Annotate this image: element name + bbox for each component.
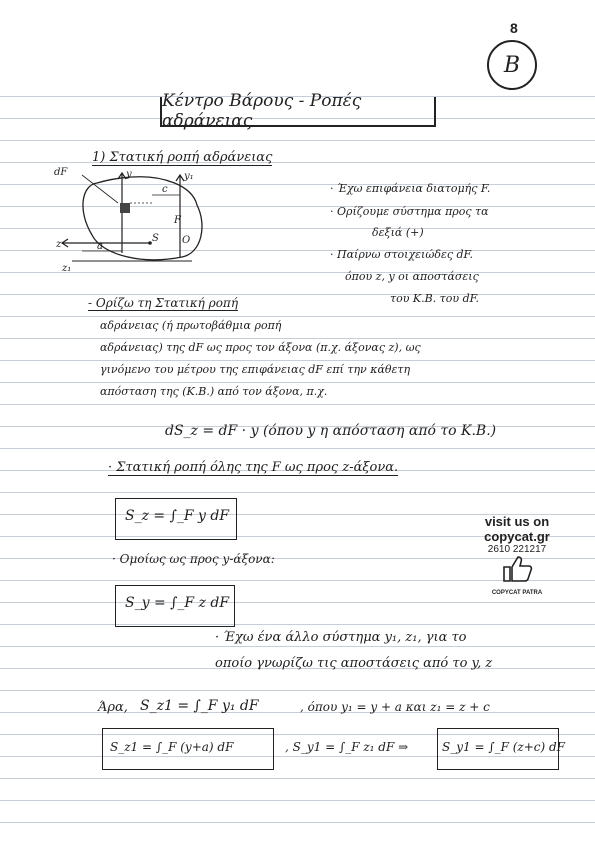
circled-page-mark: Β <box>487 40 537 90</box>
equation-Sz1: S_z1 = ∫_F y₁ dF <box>140 698 259 714</box>
note-line: του Κ.Β. του dF. <box>390 292 480 305</box>
rule-line <box>0 646 595 647</box>
y-label: y <box>126 169 132 180</box>
ad-brand: COPYCAT PATRA <box>491 590 543 596</box>
dF-element <box>120 203 130 213</box>
rule-line <box>0 316 595 317</box>
other-system-line: · Έχω ένα άλλο σύστημα y₁, z₁, για το <box>215 630 467 645</box>
rule-line <box>0 800 595 801</box>
F-label: F <box>174 215 181 226</box>
definition-line: αδράνειας (ή πρωτοβάθμια ροπή <box>100 319 282 332</box>
definition-line: απόσταση της (Κ.Β.) από τον άξονα, π.χ. <box>100 385 328 398</box>
page-title: Κέντρο Βάρους - Ροπές αδράνειας <box>160 97 436 127</box>
z-label: z <box>56 239 62 250</box>
note-line: δεξιά (+) <box>372 226 424 239</box>
similar-heading: · Ομοίως ως προς y-άξονα: <box>112 552 275 566</box>
rule-line <box>0 360 595 361</box>
equation-Sz1-expanded: S_z1 = ∫_F (y+a) dF <box>110 740 234 754</box>
rule-line <box>0 162 595 163</box>
rule-line <box>0 140 595 141</box>
definition-heading: - Ορίζω τη Στατική ροπή <box>88 296 239 310</box>
note-line: · Ορίζουμε σύστημα προς τα <box>330 205 489 218</box>
rule-line <box>0 294 595 295</box>
rule-line <box>0 690 595 691</box>
total-moment-heading: · Στατική ροπή όλης της F ως προς z-άξονα. <box>108 460 399 475</box>
equation-Sy: S_y = ∫_F z dF <box>125 595 230 611</box>
cross-section-diagram <box>52 165 217 275</box>
substitution-note: , όπου y₁ = y + a και z₁ = z + c <box>300 700 490 714</box>
note-line: όπου z, y οι αποστάσεις <box>345 270 479 283</box>
rule-line <box>0 624 595 625</box>
rule-line <box>0 338 595 339</box>
S-label: S <box>152 233 159 244</box>
z1-label: z₁ <box>62 263 72 274</box>
definition-line: αδράνειας) της dF ως προς τον άξονα (π.χ. άξονας z), ως <box>100 341 421 354</box>
rule-line <box>0 448 595 449</box>
ad-line-phone: 2610 221217 <box>487 544 547 555</box>
note-line: · Παίρνω στοιχειώδες dF. <box>330 248 473 261</box>
equation-Sy1: , S_y1 = ∫_F z₁ dF ⇒ <box>285 740 409 754</box>
rule-line <box>0 382 595 383</box>
equation-Sz: S_z = ∫_F y dF <box>125 508 230 524</box>
c-label: c <box>162 184 168 195</box>
other-system-line: οποίο γνωρίζω τις αποστάσεις από το y, z <box>215 656 493 671</box>
therefore-label: Άρα, <box>98 700 128 715</box>
ad-line-visit: visit us on <box>484 514 550 529</box>
dF-label: dF <box>54 167 68 178</box>
thumbs-up-icon <box>500 555 534 583</box>
definition-line: γινόμενο του μέτρου της επιφάνειας dF επί την κάθετη <box>100 363 411 376</box>
rule-line <box>0 602 595 603</box>
section-heading-static-moment: 1) Στατική ροπή αδράνειας <box>92 150 273 165</box>
copycat-ad <box>462 514 572 596</box>
a-label: a <box>97 241 103 252</box>
note-line: · Έχω επιφάνεια διατομής F. <box>330 182 491 195</box>
equation-Sy1-expanded: S_y1 = ∫_F (z+c) dF <box>442 740 565 754</box>
ad-line-site: copycat.gr <box>484 529 550 544</box>
rule-line <box>0 778 595 779</box>
rule-line <box>0 404 595 405</box>
y1-label: y₁ <box>184 171 194 182</box>
O-label: O <box>182 235 191 246</box>
rule-line <box>0 712 595 713</box>
page-number: 8 <box>510 20 518 36</box>
rule-line <box>0 492 595 493</box>
rule-line <box>0 822 595 823</box>
equation-dSz: dS_z = dF · y (όπου y η απόσταση από το Κ.Β.) <box>165 423 497 439</box>
